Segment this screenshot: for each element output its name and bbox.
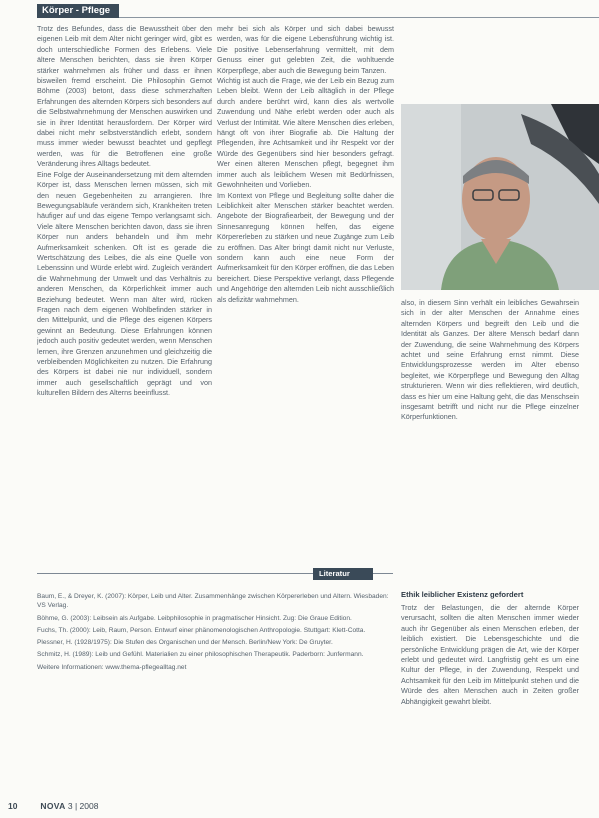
literature-list <box>37 592 393 675</box>
page-footer <box>8 801 98 811</box>
issue-number: 3 | 2008 <box>67 801 99 811</box>
paragraph: also, in diesem Sinn verhält ein leibliches Gewahrsein sich in der alter Menschen der Annahme eines alternden Körpers und begreift den Leib und die Identität als Ganzes. Der ältere Mensch bedarf dann der Zuwendung, die seine Wahrnehmung des Körpers achtet und seine Erfahrung ernst nimmt. Diese Entwicklungsprozesse werden im Alter ebenso begleitet, wie Körperpflege und Bewegung den Alltag strukturieren. Wenn wir dies reflektieren, wird deutlich, dass es hier um eine Haltung geht, die das Menschsein insgesamt betrifft und nicht nur die Pflege einzelner Körperfunktionen. <box>401 298 579 422</box>
article-column-3 <box>401 298 579 580</box>
literature-entry: Plessner, H. (1928/1975): Die Stufen des Organischen und der Mensch. Berlin/New York: De Gruyter. <box>37 639 333 647</box>
literature-entry: Böhme, G. (2003): Leibsein als Aufgabe. Leibphilosophie in pragmatischer Hinsicht. Zug: Die Graue Edition. <box>37 614 352 622</box>
paragraph: Eine Folge der Auseinandersetzung mit dem alternden Körper ist, dass Menschen lernen müssen, sich mit den neuen Gegebenheiten zu arrangieren. Ihre Bewegungsabläufe verändern sich, Krankheiten treten häufiger auf und das eigene Tempo verlangsamt sich. Viele ältere Menschen berichten davon, dass sie ihren Körper nun anders behandeln und ihm mehr Aufmerksamkeit schenken. Oft ist es gerade die Wertschätzung des Leibes, die als eine Quelle von Lebenssinn und Würde erlebt wird. Zugleich verändert die Wahrnehmung der Umwelt und das Verhältnis zu anderen Menschen, da Körperlichkeit immer auch Beziehung bedeutet. Wenn man älter wird, rücken Fragen nach dem eigenen Wohlbefinden stärker in den Mittelpunkt, und die Pflege des eigenen Körpers gewinnt an Bedeutung. Diese Erfahrungen können jedoch auch positiv gedeutet werden, wenn Menschen lernen, ihre Grenzen anzunehmen und gleichzeitig die verbleibenden Möglichkeiten zu nutzen. Die Erfahrung des Körpers ist dabei nie nur individuell, sondern immer auch gesellschaftlich geprägt und von kulturellen Bildern des Alterns beeinflusst. <box>37 169 212 398</box>
article-column-3-continued <box>401 603 579 803</box>
section-subheading: Ethik leiblicher Existenz gefordert <box>401 590 524 599</box>
literature-entry: Fuchs, Th. (2000): Leib, Raum, Person. Entwurf einer phänomenologischen Anthropologie. Stuttgart: Klett-Cotta. <box>37 626 366 634</box>
elderly-man-photo <box>401 104 599 290</box>
article-column-1 <box>37 24 212 586</box>
paragraph: Im Kontext von Pflege und Begleitung sollte daher die Leiblichkeit alter Menschen stärker beachtet werden. Angebote der Biografiearbeit, der Bewegung und der Sinnesanregung können helfen, das eigene Körpererleben zu stärken und neue Zugänge zum Leib zu eröffnen. Das Alter bringt damit nicht nur Verluste, sondern kann auch eine neue Form der Aufmerksamkeit für den Körper eröffnen, die das Leben bereichert. Diese Perspektive verlangt, dass Pflegende und Angehörige den alternden Leib nicht ausschließlich als defizitär wahrnehmen. <box>217 190 394 304</box>
magazine-name: NOVA <box>40 801 66 811</box>
literature-entry: Baum, E., & Dreyer, K. (2007): Körper, Leib und Alter. Zusammenhänge zwischen Körpererleben und Altern. Wiesbaden: VS Verlag. <box>37 593 389 610</box>
page-number: 10 <box>8 801 18 811</box>
paragraph: Trotz des Befundes, dass die Bewusstheit über den eigenen Leib mit dem Alter nicht geringer wird, gibt es doch unterschiedliche Formen des Erlebens. Viele ältere Menschen berichten, dass sie ihren Körper stärker wahrnehmen als früher und dass er ihnen bisweilen fremd erscheint. Die Philosophin Gernot Böhme (2003) betont, dass diese schmerzhaften Erfahrungen des alternden Körpers sich besonders auf die Selbstwahrnehmung der Menschen auswirken und sie in ihrer Identität herausfordern. Der Körper wird dabei nicht mehr selbstverständlich erlebt, sondern muss immer wieder bewusst beachtet und gepflegt werden, was für die Betroffenen eine große Veränderung ihres Alltags bedeutet. <box>37 24 212 169</box>
literature-label: Literatur <box>313 568 373 580</box>
category-header: Körper - Pflege <box>37 4 119 18</box>
article-column-2 <box>217 24 394 586</box>
header-rule <box>119 17 599 18</box>
literature-entry: Schmitz, H. (1989): Leib und Gefühl. Materialien zu einer philosophischen Therapeutik. Paderborn: Junfermann. <box>37 651 364 659</box>
photo-illustration <box>401 104 599 290</box>
paragraph: mehr bei sich als Körper und sich dabei bewusst werden, was für die eigene Lebensführung wichtig ist. Die positive Lebenserfahrung vermittelt, mit dem Genuss einer gut gelebten Zeit, die wohltuende Körperpflege, aber auch die Bewegung beim Tanzen. <box>217 24 394 75</box>
paragraph: Wichtig ist auch die Frage, wie der Leib ein Bezug zum Leben bleibt. Wenn der Leib alltäglich in der Pflege durch andere berührt wird, kann dies als wertvolle Zuwendung und Nähe erlebt werden oder auch als Verlust der Intimität. Wie ältere Menschen dies erleben, hängt oft von ihrer Biografie ab. Die Haltung der Pflegenden, ihre Achtsamkeit und ihr Respekt vor der Würde des Gegenübers sind hier besonders gefragt. Wer einen älteren Menschen pflegt, begegnet ihm immer auch als leiblichem Wesen mit Bedürfnissen, Gewohnheiten und Vorlieben. <box>217 76 394 190</box>
literature-entry: Weitere Informationen: www.thema-pflegealltag.net <box>37 663 187 671</box>
paragraph: Trotz der Belastungen, die der alternde Körper verursacht, sollten die alten Menschen immer wieder auch ihr Gegenüber als einen Menschen erleben, der leiblich existiert. Die Lebensgeschichte und die persönliche Entwicklung prägen die Art, wie der Körper erlebt und gedeutet wird. Langfristig geht es um eine Kultur der Pflege, in der Zuwendung, Respekt und Achtsamkeit für den Leib im Mittelpunkt stehen und die Würde des alten Menschen auch in Zeiten großer Abhängigkeit gewahrt bleibt. <box>401 603 579 706</box>
